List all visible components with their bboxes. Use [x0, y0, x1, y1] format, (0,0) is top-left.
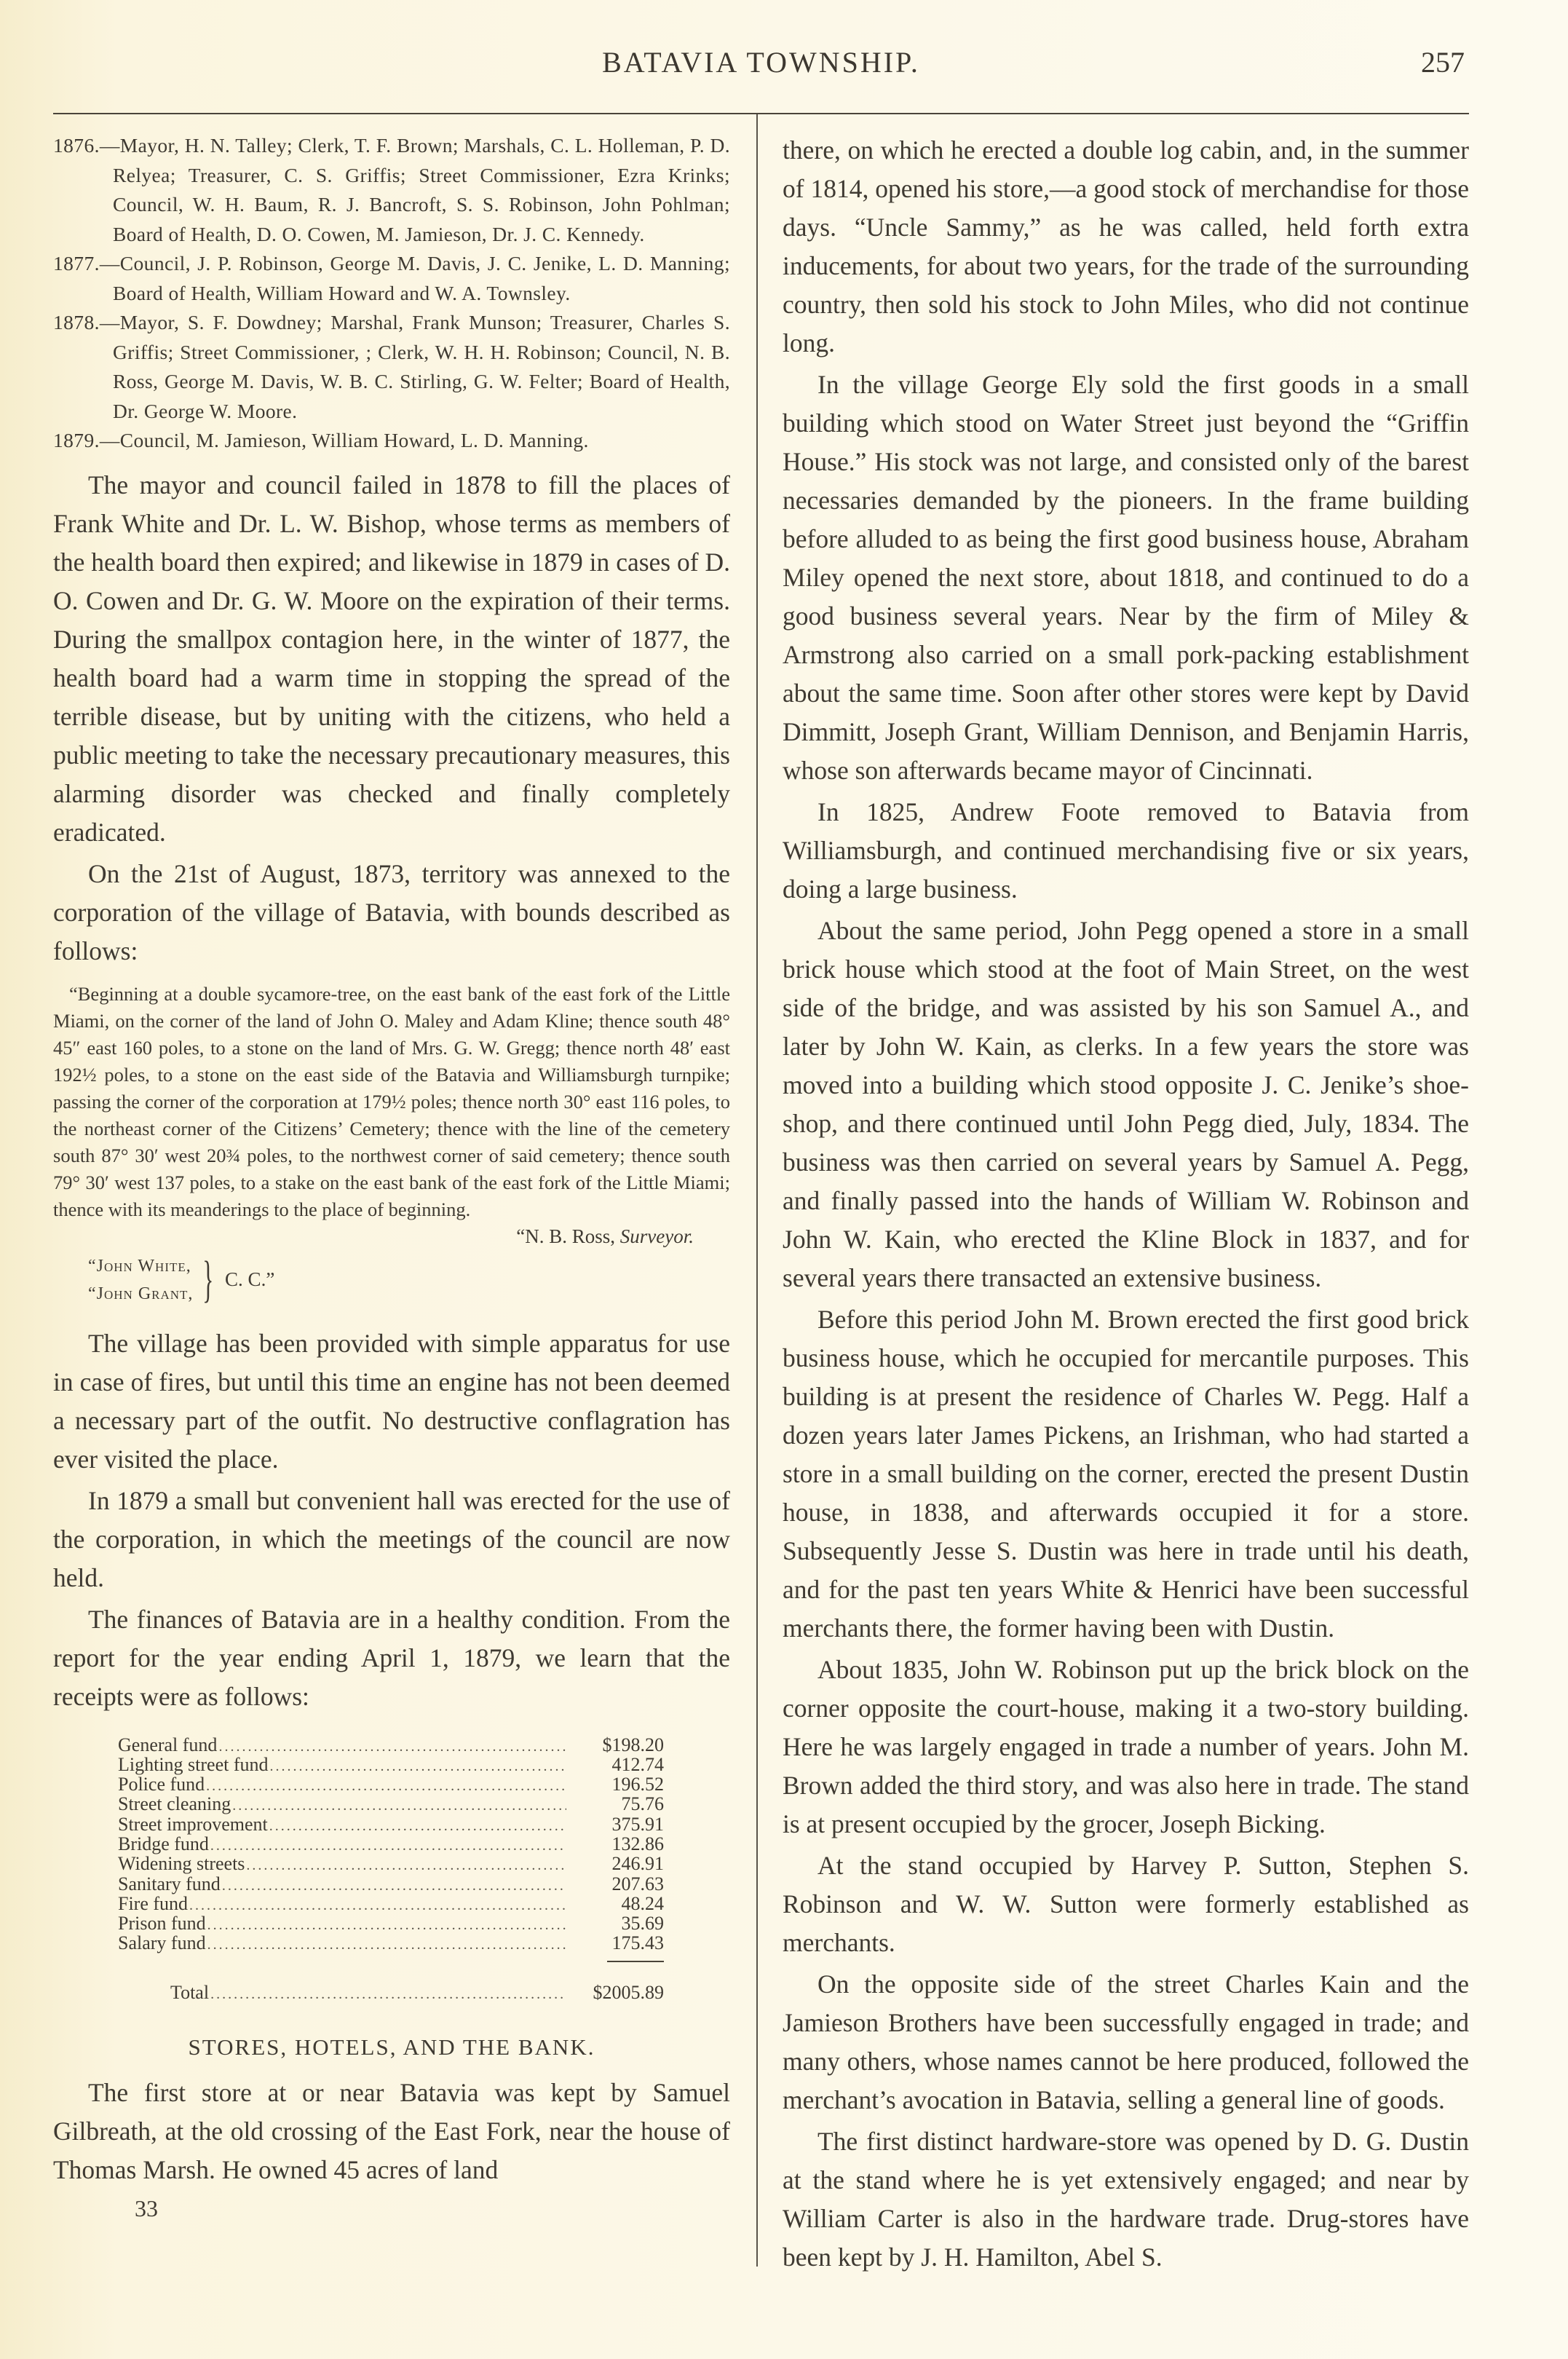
dot-leader	[207, 1935, 566, 1955]
receipt-label: Sanitary fund	[118, 1873, 221, 1894]
receipt-label: Widening streets	[118, 1853, 245, 1875]
receipt-value: 48.24	[621, 1892, 664, 1914]
dot-leader	[270, 1757, 566, 1777]
paragraph-john-brown: Before this period John M. Brown erected the first good brick business house, which he occupied for mercantile purposes. This building is at present the residence of Charles W. Pegg. Half a dozen years later James Pickens, an Irishman, who had started a store in a small building on the corner, erected the present Dustin house, in 1838, and afterwards occupied it for a store. Subsequently Jesse S. Dustin was here in trade until his death, and for the past ten years White & Henrici have been successful merchants there, the former having been with Dustin.	[783, 1305, 1469, 1643]
dot-leader	[246, 1856, 566, 1876]
receipt-row	[118, 1834, 664, 1854]
paragraph-john-pegg: About the same period, John Pegg opened a store in a small brick house which stood at the foot of Main Street, on the west side of the bridge, and was assisted by his son Samuel A., and later by John W. Kain, as clerks. In a few years the store was moved into a building which stood opposite J. C. Jenike’s shoe-shop, and there continued until John Pegg died, July, 1834. The business was then carried on several years by Samuel A. Pegg, and finally passed into the hands of William W. Robinson and John W. Kain, who erected the Kline Block in 1837, and for several years there transacted an extensive business.	[783, 916, 1469, 1292]
receipt-total-value: $2005.89	[593, 1981, 664, 2003]
receipt-value: 412.74	[611, 1753, 664, 1775]
dot-leader	[222, 1876, 566, 1896]
dot-leader	[206, 1777, 566, 1796]
dot-leader	[210, 1836, 566, 1856]
committee-member: “John White,	[88, 1256, 191, 1276]
receipt-value: 75.76	[621, 1793, 664, 1815]
total-rule	[607, 1961, 664, 1962]
receipt-label: Street cleaning	[118, 1793, 231, 1815]
receipt-row	[118, 1794, 664, 1814]
dot-leader	[189, 1896, 566, 1916]
receipt-row	[118, 1933, 664, 1953]
receipt-value: 246.91	[611, 1853, 664, 1875]
receipt-label: Salary fund	[118, 1932, 206, 1954]
receipt-value: 35.69	[621, 1913, 664, 1935]
receipt-label: Prison fund	[118, 1913, 206, 1935]
receipt-row	[118, 1735, 664, 1755]
receipt-row	[118, 1913, 664, 1933]
committee-label: C. C.”	[225, 1268, 275, 1290]
receipts-table	[118, 1735, 664, 2003]
receipt-value: 196.52	[611, 1774, 664, 1795]
left-body	[53, 466, 730, 971]
receipt-value: 207.63	[611, 1873, 664, 1894]
paragraph-sutton-stand: At the stand occupied by Harvey P. Sutton, Stephen S. Robinson and W. W. Sutton were formerly established as merchants.	[783, 1851, 1469, 1957]
receipt-value: 175.43	[611, 1932, 664, 1954]
paragraph-uncle-sammy: there, on which he erected a double log cabin, and, in the summer of 1814, opened his store,—a good stock of merchandise for those days. “Uncle Sammy,” as he was called, held forth extra inducements, for about two years, for the trade of the surrounding country, then sold his stock to John Miles, who did not continue long.	[783, 135, 1469, 357]
left-body-continued	[53, 1324, 730, 1716]
section-heading: STORES, HOTELS, AND THE BANK.	[188, 2034, 595, 2060]
paragraph-hall: In 1879 a small but convenient hall was erected for the use of the corporation, in which the meetings of the council are now held.	[53, 1485, 730, 1592]
paragraph-andrew-foote: In 1825, Andrew Foote removed to Batavia from Williamsburgh, and continued merchandising five or six years, doing a large business.	[783, 797, 1469, 904]
council-record-1879: 1879.—Council, M. Jamieson, William Howard, L. D. Manning.	[53, 429, 589, 451]
dot-leader	[269, 1817, 566, 1836]
paragraph-health-board: The mayor and council failed in 1878 to fill the places of Frank White and Dr. L. W. Bishop, whose terms as members of the health board then expired; and likewise in 1879 in cases of D. O. Cowen and Dr. G. W. Moore on the expiration of their terms. During the smallpox contagion here, in the winter of 1877, the health board had a warm time in stopping the spread of the terrible disease, but by uniting with the citizens, who held a public meeting to take the necessary precautionary measures, this alarming disorder was checked and finally completely eradicated.	[53, 470, 730, 847]
right-column	[783, 131, 1469, 2277]
dot-leader	[232, 1796, 566, 1816]
boundary-quote	[53, 981, 730, 1310]
committee-names	[88, 1252, 193, 1308]
receipt-row	[118, 1774, 664, 1794]
receipt-label: Fire fund	[118, 1892, 189, 1914]
surveyor-signature	[53, 1223, 730, 1250]
paragraph-kain-jamieson: On the opposite side of the street Charles Kain and the Jamieson Brothers have been successfully engaged in trade; and many others, whose names cannot be here produced, followed the merchant’s avocation in Batavia, selling a general line of goods.	[783, 1969, 1469, 2114]
boundary-description: “Beginning at a double sycamore-tree, on the east bank of the east fork of the Little Miami, on the corner of the land of John O. Maley and Adam Kline; thence south 48° 45″ east 160 poles, to a stone on the land of Mrs. G. W. Gregg; thence north 48′ east 192½ poles, to a stone on the east side of the Batavia and Williamsburgh turnpike; passing the corner of the corporation at 179½ poles; thence north 30° east 116 poles, to the northeast corner of the Citizens’ Cemetery; thence with the line of the cemetery south 87° 30′ west 20¾ poles, to the northwest corner of said cemetery; thence south 79° 30′ west 137 poles, to a stake on the east bank of the east fork of the Little Miami; thence with its meanderings to the place of beginning.	[53, 982, 730, 1220]
brace-symbol: }	[202, 1251, 214, 1308]
receipt-label: Bridge fund	[118, 1833, 209, 1854]
running-title: BATAVIA TOWNSHIP.	[602, 46, 920, 79]
committee-signature	[88, 1250, 730, 1310]
surveyor-name: “N. B. Ross,	[516, 1225, 620, 1247]
section-body	[53, 2074, 730, 2189]
receipt-row	[118, 1755, 664, 1774]
receipt-label: Lighting street fund	[118, 1753, 269, 1775]
receipt-value: $198.20	[602, 1734, 664, 1755]
column-divider	[756, 114, 758, 2267]
paragraph-fire-apparatus: The village has been provided with simple apparatus for use in case of fires, but until this time an engine has not been deemed a necessary part of the outfit. No destructive conflagration has ever visited the place.	[53, 1328, 730, 1474]
council-record-1876: 1876.—Mayor, H. N. Talley; Clerk, T. F. Brown; Marshals, C. L. Holleman, P. D. Relyea; Treasurer, C. S. Griffis; Street Commissioner, Ezra Krinks; Council, W. H. Baum, R. J. Bancroft, S. S. Robinson, John Pohlman; Board of Health, D. O. Cowen, M. Jamieson, Dr. J. C. Kennedy.	[53, 134, 730, 245]
paragraph-robinson-block: About 1835, John W. Robinson put up the brick block on the corner opposite the court-house, making it a two-story building. Here he was largely engaged in trade a number of years. John M. Brown added the third story, and was also here in trade. The stand is at present occupied by the grocer, Joseph Bicking.	[783, 1655, 1469, 1838]
page-number: 257	[1421, 46, 1465, 79]
receipt-label: Street improvement	[118, 1813, 268, 1835]
receipt-row	[118, 1874, 664, 1894]
receipt-total-label: Total	[170, 1981, 210, 2003]
surveyor-title: Surveyor.	[619, 1225, 694, 1247]
receipt-total-row	[118, 1983, 664, 2002]
receipt-value: 375.91	[611, 1813, 664, 1835]
committee-member: “John Grant,	[88, 1284, 194, 1303]
paragraph-george-ely: In the village George Ely sold the first goods in a small building which stood on Water Street just beyond the “Griffin House.” His stock was not large, and consisted only of the barest necessaries demanded by the pioneers. In the frame building before alluded to as being the first good business house, Abraham Miley opened the next store, about 1818, and continued to do a good business several years. Near by the firm of Miley & Armstrong also carried on a small pork-packing establishment about the same time. Soon after other stores were kept by David Dimmitt, Joseph Grant, William Dennison, and Benjamin Harris, whose son afterwards became mayor of Cincinnati.	[783, 370, 1469, 785]
left-column	[53, 131, 730, 2222]
council-record-1878: 1878.—Mayor, S. F. Dowdney; Marshal, Frank Munson; Treasurer, Charles S. Griffis; Street Commissioner, ; Clerk, W. H. H. Robinson; Council, N. B. Ross, George M. Davis, W. B. C. Stirling, G. W. Felter; Board of Health, Dr. George W. Moore.	[53, 311, 730, 422]
header-rule	[53, 113, 1469, 114]
receipt-value: 132.86	[611, 1833, 664, 1854]
council-record-1877: 1877.—Council, J. P. Robinson, George M. Davis, J. C. Jenike, L. D. Manning; Board of Health, William Howard and W. A. Townsley.	[53, 252, 730, 304]
dot-leader	[210, 1985, 566, 2004]
receipt-label: Police fund	[118, 1774, 205, 1795]
dot-leader	[207, 1916, 566, 1935]
paragraph-first-store: The first store at or near Batavia was kept by Samuel Gilbreath, at the old crossing of the East Fork, near the house of Thomas Marsh. He owned 45 acres of land	[53, 2078, 730, 2185]
paragraph-annexation: On the 21st of August, 1873, territory was annexed to the corporation of the village of Batavia, with bounds described as follows:	[53, 858, 730, 965]
dot-leader	[218, 1737, 566, 1757]
receipt-row	[118, 1814, 664, 1834]
running-head	[53, 45, 1469, 89]
receipt-row	[118, 1854, 664, 1873]
signature-mark: 33	[135, 2195, 158, 2222]
paragraph-hardware-store: The first distinct hardware-store was opened by D. G. Dustin at the stand where he is yet extensively engaged; and near by William Carter is also in the hardware trade. Drug-stores have been kept by J. H. Hamilton, Abel S.	[783, 2127, 1469, 2272]
council-records	[53, 131, 730, 456]
receipt-label: General fund	[118, 1734, 218, 1755]
receipt-row	[118, 1894, 664, 1913]
paragraph-finances: The finances of Batavia are in a healthy condition. From the report for the year ending April 1, 1879, we learn that the receipts were as follows:	[53, 1604, 730, 1711]
